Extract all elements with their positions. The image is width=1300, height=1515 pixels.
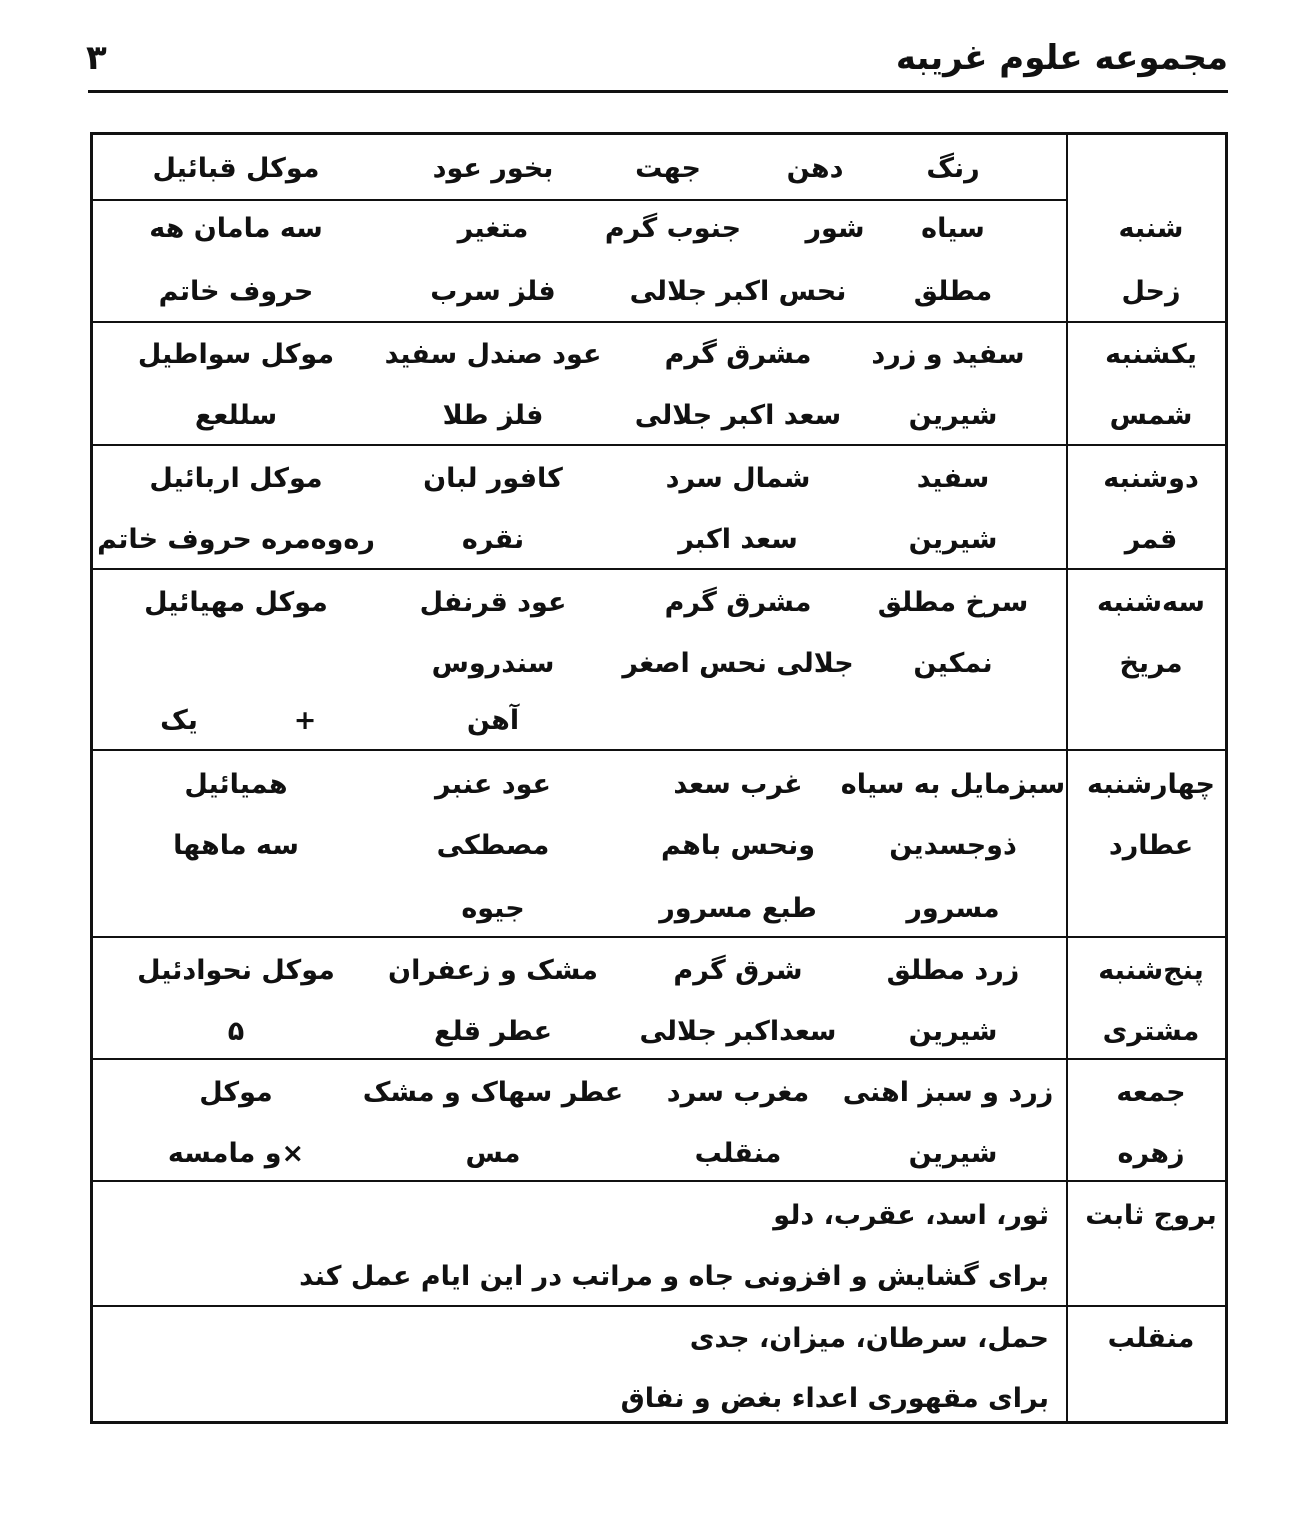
table-cell: شرق گرم [673, 955, 803, 986]
table-cell: سفید [916, 463, 990, 494]
table-cell: سندروس [431, 648, 555, 679]
fixed-signs-usage: برای گشایش و افزونی جاه و مراتب در این ایام عمل کند [299, 1261, 1049, 1292]
page-number: ٣ [86, 38, 107, 78]
table-cell: سللعع [194, 400, 278, 431]
table-cell: سعداکبر جلالی [639, 1016, 837, 1047]
table-cell: مس [465, 1138, 521, 1169]
table-cell: شیرین [908, 1138, 998, 1169]
table-cell: سه مامان هه [149, 213, 323, 244]
column-header-color: رنگ [926, 153, 980, 184]
row-divider [93, 444, 1225, 446]
day-label: پنج‌شنبه [1098, 955, 1204, 986]
table-cell: موکل اربائیل [149, 463, 323, 494]
day-label: جمعه [1116, 1077, 1186, 1108]
column-divider [1066, 135, 1068, 1421]
table-cell: حروف خاتم [158, 276, 314, 307]
table-cell: عطر سهاک و مشک [362, 1077, 624, 1108]
day-label: شنبه [1118, 213, 1184, 244]
row-divider [93, 1058, 1225, 1060]
table-cell: زرد مطلق [886, 955, 1020, 986]
table-cell: شور [805, 213, 865, 244]
table-cell: مغرب سرد [666, 1077, 810, 1108]
table-cell: عود صندل سفید [384, 339, 602, 370]
table-cell: متغیر [457, 213, 529, 244]
planet-label: مشتری [1102, 1016, 1200, 1047]
table-cell: ۵ [227, 1016, 245, 1047]
fixed-signs-label: بروج ثابت [1085, 1200, 1217, 1231]
table-cell: ×و مامسه [167, 1138, 305, 1169]
table-cell: سعد اکبر [678, 524, 798, 555]
table-cell: مطلق [913, 276, 993, 307]
movable-signs-label: منقلب [1107, 1323, 1195, 1354]
table-cell: سفید و زرد [871, 339, 1025, 370]
planet-label: قمر [1124, 524, 1178, 555]
table-cell: موکل [199, 1077, 273, 1108]
table-cell: عود قرنفل [419, 587, 567, 618]
table-cell: موکل نحوادئیل [137, 955, 335, 986]
movable-signs-list: حمل، سرطان، میزان، جدی [689, 1323, 1049, 1354]
movable-signs-usage: برای مقهوری اعداء بغض و نفاق [620, 1383, 1049, 1414]
table-cell: موکل مهیائیل [144, 587, 328, 618]
table-cell: منقلب [694, 1138, 782, 1169]
table-cell: مسرور [906, 893, 1000, 924]
row-divider [93, 936, 1225, 938]
column-header-taste: دهن [786, 153, 844, 184]
fixed-signs-list: ثور، اسد، عقرب، دلو [773, 1200, 1049, 1231]
table-cell: غرب سعد [673, 769, 803, 800]
table-cell: همیائیل [184, 769, 288, 800]
table-cell: نحس اکبر جلالی [629, 276, 847, 307]
planet-label: عطارد [1108, 830, 1194, 861]
table-cell: مشرق گرم [664, 587, 812, 618]
row-divider [93, 321, 1225, 323]
table-cell: ره‌وه‌مره حروف خاتم [97, 524, 375, 555]
table-cell: مشک و زعفران [388, 955, 598, 986]
table-cell: ذوجسدین [889, 830, 1017, 861]
day-label: سه‌شنبه [1097, 587, 1205, 618]
header-divider [93, 199, 1066, 201]
table-cell: جلالی نحس اصغر [622, 648, 854, 679]
page-title: مجموعه علوم غریبه [895, 38, 1228, 78]
table-cell: نقره [461, 524, 525, 555]
table-cell: سه ماهها [173, 830, 299, 861]
header-rule [88, 90, 1228, 93]
day-label: یکشنبه [1105, 339, 1197, 370]
table-cell: ونحس باهم [660, 830, 816, 861]
table-cell: کافور لبان [423, 463, 563, 494]
table-cell: زرد و سبز اهنی [842, 1077, 1054, 1108]
table-cell: جنوب گرم [604, 213, 742, 244]
table-cell: شیرین [908, 1016, 998, 1047]
row-divider [93, 1180, 1225, 1182]
planet-label: مریخ [1119, 648, 1183, 679]
table-cell: فلز طلا [442, 400, 544, 431]
table-cell: آهن [466, 705, 520, 736]
table-cell: مشرق گرم [664, 339, 812, 370]
day-label: چهارشنبه [1087, 769, 1215, 800]
table-cell: شیرین [908, 524, 998, 555]
table-cell: جیوه [461, 893, 525, 924]
table-cell: عطر قلع [433, 1016, 553, 1047]
table-cell: سعد اکبر جلالی [634, 400, 842, 431]
table-cell: شمال سرد [665, 463, 811, 494]
column-header-angel: موکل قبائیل [152, 153, 320, 184]
planet-label: زحل [1121, 276, 1181, 307]
row-divider [93, 749, 1225, 751]
planet-label: شمس [1109, 400, 1193, 431]
row-divider [93, 568, 1225, 570]
table-cell: نمکین [913, 648, 993, 679]
planet-label: زهره [1117, 1138, 1185, 1169]
table-cell: شیرین [908, 400, 998, 431]
table-cell: یک [160, 705, 198, 736]
table-cell: + [293, 705, 317, 736]
table-cell: سرخ مطلق [877, 587, 1029, 618]
row-divider [93, 1305, 1225, 1307]
table-cell: فلز سرب [430, 276, 556, 307]
column-header-direction: جهت [635, 153, 701, 184]
table-cell: سبزمایل به سیاه [840, 769, 1066, 800]
table-cell: موکل سواطیل [137, 339, 335, 370]
table-cell: عود عنبر [435, 769, 551, 800]
table-cell: طبع مسرور [659, 893, 817, 924]
table-cell: مصطکی [436, 830, 550, 861]
planet-table [90, 132, 1228, 1424]
column-header-incense: بخور عود [432, 153, 554, 184]
day-label: دوشنبه [1103, 463, 1199, 494]
table-cell: سیاه [921, 213, 985, 244]
